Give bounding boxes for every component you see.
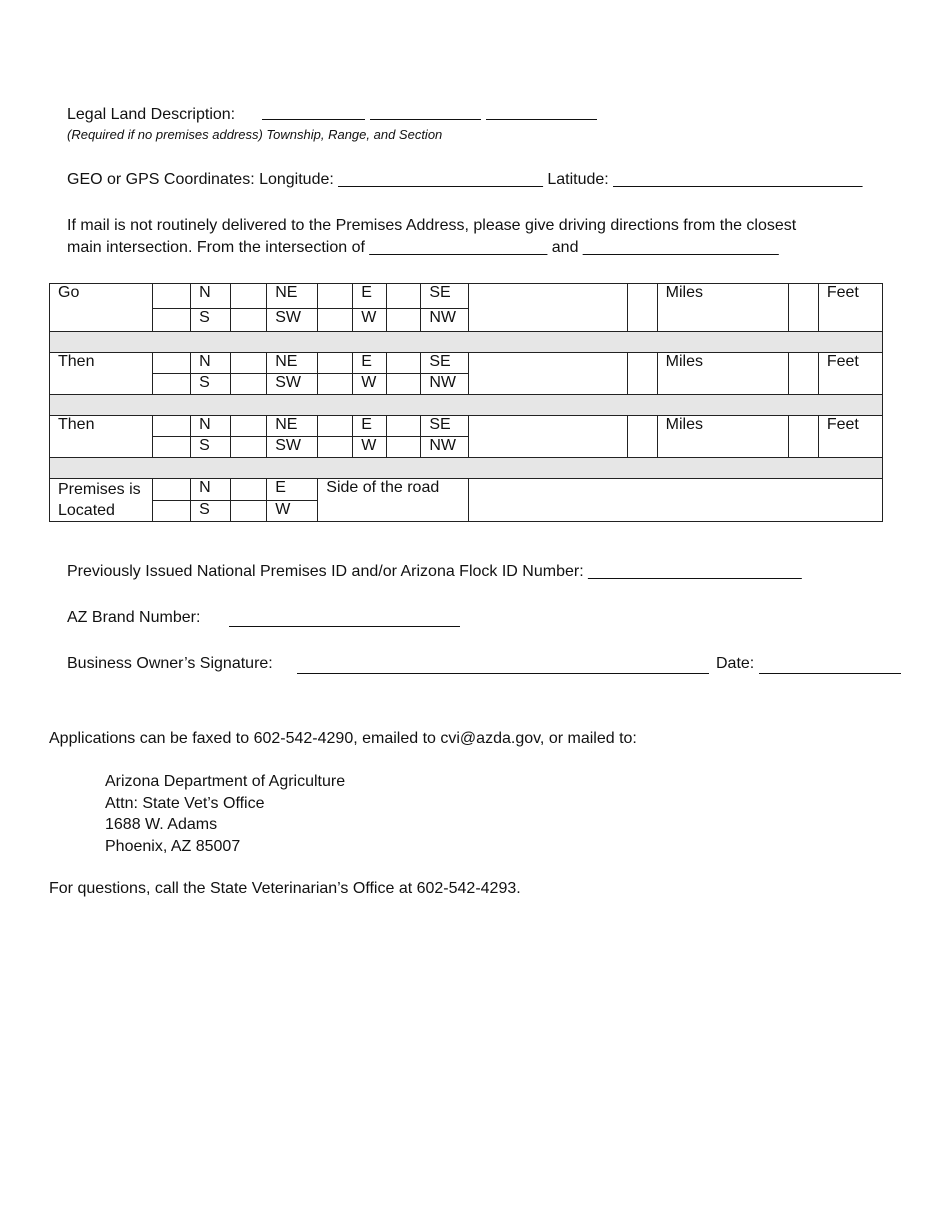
range-field[interactable] bbox=[370, 119, 481, 120]
direction-checkbox[interactable] bbox=[231, 284, 267, 309]
feet-label: Feet bbox=[818, 353, 882, 395]
miles-label: Miles bbox=[657, 353, 788, 395]
premises-side-checkbox[interactable] bbox=[231, 479, 267, 501]
premises-side-label: S bbox=[191, 500, 231, 522]
legal-land-label: Legal Land Description: bbox=[67, 106, 236, 123]
applications-text: Applications can be faxed to 602-542-4290, emailed to cvi@azda.gov, or mailed to: bbox=[49, 730, 637, 747]
direction-label: N bbox=[191, 284, 231, 309]
direction-checkbox[interactable] bbox=[231, 437, 267, 458]
direction-label: NE bbox=[267, 284, 318, 309]
row-label: Go bbox=[50, 284, 153, 332]
miles-checkbox[interactable] bbox=[627, 353, 657, 395]
direction-checkbox[interactable] bbox=[318, 309, 353, 332]
premises-label: Premises is Located bbox=[50, 479, 153, 522]
address-line: Arizona Department of Agriculture bbox=[105, 773, 346, 790]
direction-label: SE bbox=[421, 353, 469, 374]
direction-label: NE bbox=[267, 353, 318, 374]
premises-id-field[interactable]: Previously Issued National Premises ID and/or Arizona Flock ID Number: ________________________ bbox=[67, 563, 802, 580]
direction-label: S bbox=[191, 374, 231, 395]
direction-checkbox[interactable] bbox=[153, 437, 191, 458]
direction-checkbox[interactable] bbox=[387, 416, 421, 437]
direction-label: NW bbox=[421, 374, 469, 395]
premises-side-label: W bbox=[267, 500, 318, 522]
feet-label: Feet bbox=[818, 284, 882, 332]
table-row bbox=[50, 284, 883, 309]
direction-label: S bbox=[191, 437, 231, 458]
premises-side-checkbox[interactable] bbox=[153, 479, 191, 501]
direction-checkbox[interactable] bbox=[387, 309, 421, 332]
date-field[interactable] bbox=[759, 673, 901, 674]
direction-label: E bbox=[353, 284, 387, 309]
brand-number-field[interactable] bbox=[229, 626, 460, 627]
feet-label: Feet bbox=[818, 416, 882, 458]
legal-land-note: (Required if no premises address) Township, Range, and Section bbox=[67, 127, 443, 142]
premises-side-checkbox[interactable] bbox=[153, 500, 191, 522]
table-row bbox=[50, 353, 883, 374]
section-field[interactable] bbox=[486, 119, 597, 120]
miles-checkbox[interactable] bbox=[627, 284, 657, 332]
miles-label: Miles bbox=[657, 284, 788, 332]
direction-label: NW bbox=[421, 309, 469, 332]
direction-checkbox[interactable] bbox=[318, 416, 353, 437]
brand-number-label: AZ Brand Number: bbox=[67, 609, 201, 626]
direction-checkbox[interactable] bbox=[318, 353, 353, 374]
direction-label: S bbox=[191, 309, 231, 332]
direction-label: NE bbox=[267, 416, 318, 437]
direction-checkbox[interactable] bbox=[231, 416, 267, 437]
address-line: 1688 W. Adams bbox=[105, 816, 218, 833]
direction-label: SE bbox=[421, 284, 469, 309]
road-name-field[interactable] bbox=[469, 416, 627, 458]
premises-notes-field[interactable] bbox=[469, 479, 883, 522]
direction-label: SE bbox=[421, 416, 469, 437]
direction-checkbox[interactable] bbox=[318, 437, 353, 458]
direction-checkbox[interactable] bbox=[153, 416, 191, 437]
side-of-road-label: Side of the road bbox=[318, 479, 469, 522]
directions-instruction: If mail is not routinely delivered to the Premises Address, please give driving directions from the closest bbox=[67, 217, 797, 234]
direction-label: W bbox=[353, 437, 387, 458]
questions-text: For questions, call the State Veterinarian’s Office at 602-542-4293. bbox=[49, 880, 521, 897]
direction-checkbox[interactable] bbox=[387, 374, 421, 395]
road-name-field[interactable] bbox=[469, 284, 627, 332]
feet-checkbox[interactable] bbox=[788, 353, 818, 395]
direction-checkbox[interactable] bbox=[231, 309, 267, 332]
address-line: Attn: State Vet’s Office bbox=[105, 795, 265, 812]
feet-checkbox[interactable] bbox=[788, 416, 818, 458]
direction-checkbox[interactable] bbox=[153, 284, 191, 309]
direction-label: E bbox=[353, 416, 387, 437]
direction-label: SW bbox=[267, 437, 318, 458]
table-separator bbox=[50, 458, 883, 479]
direction-checkbox[interactable] bbox=[387, 284, 421, 309]
signature-label: Business Owner’s Signature: bbox=[67, 655, 273, 672]
direction-checkbox[interactable] bbox=[153, 374, 191, 395]
direction-label: N bbox=[191, 353, 231, 374]
direction-checkbox[interactable] bbox=[387, 437, 421, 458]
direction-label: W bbox=[353, 309, 387, 332]
premises-side-checkbox[interactable] bbox=[231, 500, 267, 522]
direction-checkbox[interactable] bbox=[387, 353, 421, 374]
miles-checkbox[interactable] bbox=[627, 416, 657, 458]
address-line: Phoenix, AZ 85007 bbox=[105, 838, 241, 855]
table-separator bbox=[50, 395, 883, 416]
direction-label: SW bbox=[267, 309, 318, 332]
direction-checkbox[interactable] bbox=[153, 309, 191, 332]
date-label: Date: bbox=[716, 655, 755, 672]
miles-label: Miles bbox=[657, 416, 788, 458]
direction-label: NW bbox=[421, 437, 469, 458]
premises-row bbox=[50, 479, 883, 501]
premises-side-label: N bbox=[191, 479, 231, 501]
direction-checkbox[interactable] bbox=[318, 374, 353, 395]
directions-table bbox=[49, 283, 883, 522]
row-label: Then bbox=[50, 416, 153, 458]
direction-checkbox[interactable] bbox=[231, 374, 267, 395]
gps-coordinates-field[interactable]: GEO or GPS Coordinates: Longitude: _______________________ Latitude: ____________________________ bbox=[67, 171, 863, 188]
road-name-field[interactable] bbox=[469, 353, 627, 395]
intersection-field[interactable]: main intersection. From the intersection of ____________________ and ______________________ bbox=[67, 239, 779, 256]
signature-field[interactable] bbox=[297, 673, 709, 674]
township-field[interactable] bbox=[262, 119, 365, 120]
direction-checkbox[interactable] bbox=[318, 284, 353, 309]
direction-label: N bbox=[191, 416, 231, 437]
direction-checkbox[interactable] bbox=[231, 353, 267, 374]
direction-label: SW bbox=[267, 374, 318, 395]
direction-checkbox[interactable] bbox=[153, 353, 191, 374]
direction-label: E bbox=[353, 353, 387, 374]
feet-checkbox[interactable] bbox=[788, 284, 818, 332]
table-separator bbox=[50, 332, 883, 353]
direction-label: W bbox=[353, 374, 387, 395]
premises-side-label: E bbox=[267, 479, 318, 501]
table-row bbox=[50, 416, 883, 437]
row-label: Then bbox=[50, 353, 153, 395]
